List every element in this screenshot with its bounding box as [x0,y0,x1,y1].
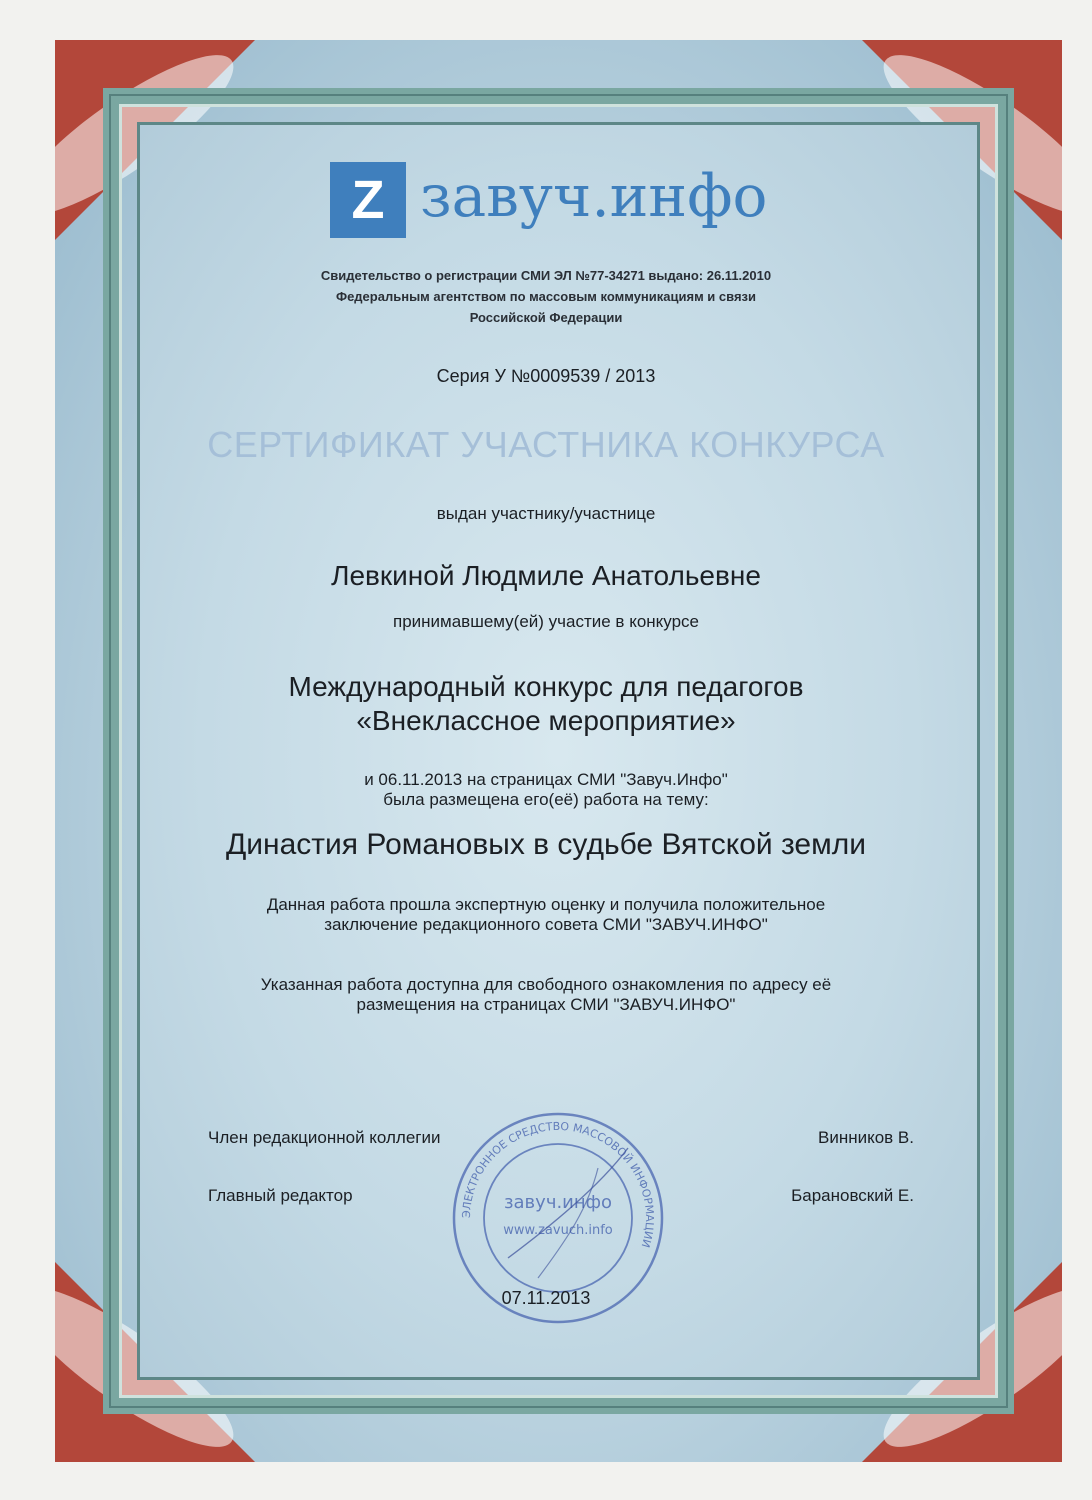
logo-name: завуч.инфо [420,162,768,230]
stamp-inner-text: завуч.инфо [503,1192,613,1213]
registration-line-2: Федеральным агентством по массовым коммуникациям и связи [335,289,757,304]
issue-date: 07.11.2013 [501,1288,591,1308]
issued-to-label: выдан участнику/участнице [436,504,656,523]
registration-line-1: Свидетельство о регистрации СМИ ЭЛ №77-34271 выдано: 26.11.2010 [320,268,772,283]
signature-name-baranovsky: Барановский Е. [791,1186,914,1205]
certificate-title: СЕРТИФИКАТ УЧАСТНИКА КОНКУРСА [207,424,885,465]
expert-review-note [0,895,1092,935]
participation-label: принимавшему(ей) участие в конкурсе [392,612,700,631]
series-number: Серия У №0009539 / 2013 [436,366,656,386]
contest-name [0,670,1092,738]
work-theme: Династия Романовых в судьбе Вятской земли [225,828,866,861]
signature-role-chief-editor: Главный редактор [208,1186,353,1205]
publication-note [0,770,1092,810]
stamp-outer-text: ЭЛЕКТРОННОЕ СРЕДСТВО МАССОВОЙ ИНФОРМАЦИИ [459,1119,657,1250]
zavuch-logo [330,160,780,240]
recipient-name: Левкиной Людмиле Анатольевне [331,560,761,591]
signature-name-vinnikov: Винников В. [817,1128,914,1147]
expert-line-1: Данная работа прошла экспертную оценку и получила положительное [266,895,826,914]
signature-role-editorial-board: Член редакционной коллегии [208,1128,441,1147]
availability-line-1: Указанная работа доступна для свободного ознакомления по адресу её [260,975,832,994]
logo-letter: Z [330,162,406,238]
registration-line-3: Российской Федерации [469,310,623,325]
availability-note [0,975,1092,1015]
contest-line-1: Международный конкурс для педагогов [288,671,804,702]
expert-line-2: заключение редакционного совета СМИ "ЗАВУЧ.ИНФО" [324,915,768,934]
contest-line-2: «Внеклассное мероприятие» [356,705,736,736]
availability-line-2: размещения на страницах СМИ "ЗАВУЧ.ИНФО" [356,995,736,1014]
stamp-url: www.zavuch.info [503,1223,613,1238]
publication-line-1: и 06.11.2013 на страницах СМИ "Завуч.Инфо" [364,770,728,789]
publication-line-2: была размещена его(её) работа на тему: [383,790,709,809]
